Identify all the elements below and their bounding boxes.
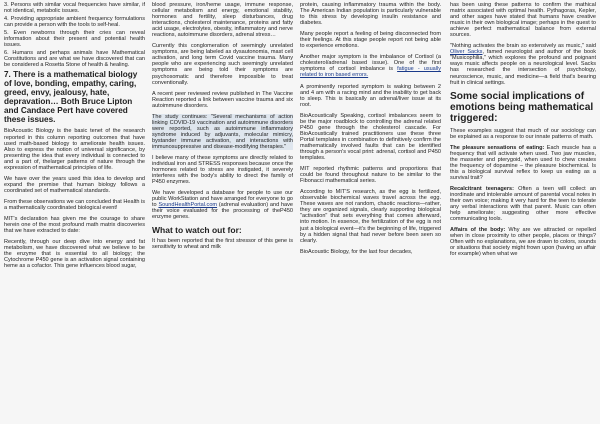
fatigue-link[interactable]: fatigue - usually related to iron based errors. [300, 66, 441, 79]
paragraph-label: Recalcitrant teenagers: [450, 185, 514, 192]
paragraph-text: Each muscle has a frequency that will activate when used. Two jaw muscles, the masseter and pterygoid, when used to chew creates the frequency of dopamine – the pleasure biochemical. Is this a biological survival reflex to keep us eating as a survival trait? [450, 144, 596, 181]
paragraph-text: , famed neurologist and author of the book "Musicophilia," which explores the profound and poignant ways music affects people on a neurological level. Sacks has researched the intersection of psychology, neuroscience, music, and medicine—a field that's bearing fruit in clinical settings. [450, 49, 596, 86]
list-item-4: 4. Providing appropriate ambient frequency formulations can provide a person with the tools to self-heal. [4, 16, 145, 29]
paragraph [450, 145, 596, 181]
paragraph-label: Affairs of the body: [450, 227, 506, 234]
paragraph: These examples suggest that much of our sociology can be explained as a response to our innate patterns of math. [450, 127, 596, 140]
list-item-7-highlight: 7. There is a mathematical biology of love, bonding, empathy, caring, greed, envy, jealousy, hate, depravation… Both Bruce Lipton and Candace Pert have covered these issues. [4, 70, 138, 125]
oliver-sacks-link[interactable]: Oliver Sacks [450, 49, 483, 56]
column-4 [450, 2, 596, 422]
paragraph: BioAcoustic Biology, for the last four decades, [300, 248, 413, 255]
paragraph: MIT reported rhythmic patterns and proportions that could be found throughout nature to be similar to the Fibonacci mathematical series. [300, 166, 441, 185]
paragraph: It has been reported that the first stressor of this gene is sensitivity to wheat and milk [152, 237, 293, 250]
paragraph: has been using these patterns to confirm the mathical matrix associated with optimal health. Pythagoras, Kepler, and other sages have stated that humans have creative music in their own biological image; perhaps in the quest to achieve perfect mathematical balance from external sources. [450, 2, 596, 39]
paragraph: MIT's declaration has given me the courage to share herein one of the most profound math matrix discoveries that we have extracted to date: [4, 216, 145, 235]
paragraph [450, 186, 596, 222]
paragraph: According to MIT'S research, as the egg is fertilized, observable biochemical waves travel across the egg. These waves are not random, chaotic reactions—rather, they are organized signals, clearly supporting biological "activation" that sets everything that comes afterward, into motion. In essence, the fertilization of the egg is not just a biological event—it's the beginning of life, triggered by a hidden signal that had never before been seen so clearly. [300, 189, 441, 244]
paragraph: A recent peer reviewed review published in The Vaccine Reaction reported a link between vaccine trauma and six autoimmune disorders. [152, 90, 293, 109]
paragraph: From these observations we can concluded that Health is a mathematically coordinated biological event! [4, 198, 145, 211]
paragraph: I believe many of these symptoms are directly related to individual iron and STRESS responses because once the hormones related to stress are instigated, it severely interferes with the body's ability to direct the family of P450 enzymes. [152, 155, 293, 186]
paragraph [300, 54, 441, 78]
sound-health-portal-link[interactable]: SoundHealthPortal.com [158, 202, 218, 209]
paragraph-label: The pleasure sensations of eating: [450, 144, 545, 151]
column-3 [300, 2, 441, 422]
paragraph: protein, causing inflammatory trauma within the body. The American Indian population is particularly vulnerable to this stress by developing insulin resistance and diabetes. [300, 2, 441, 27]
paragraph-text: Often a teen will collect an inordinate and intolerable amount of parental vocal notes in their own voice; making it very hard for the teen to tolerate any verbal interactions with that parent. Music can often help ameliorate; suggesting other more effective communicating tools. [450, 185, 596, 223]
paragraph: A prominently reported symptom is waking between 2 and 4 am with a racing mind and the inability to get back to sleep. This is basically an adrenal/liver issue at its root. [300, 83, 441, 108]
paragraph: We have over the years used this idea to develop and expand the premise that human biology follows a coordinated set of mathematical standards. [4, 175, 145, 194]
paragraph: Currently this conglomeration of seemingly unrelated symptoms, are being labeled as dysautonomia, mast cell activation, and long term Covid vaccine trauma. Many people who are experiencing such seemingly unrelated symptoms are being told their symptoms are psychosomatic and therefore impossible to treat conventionally. [152, 43, 293, 86]
column-1 [4, 2, 145, 422]
paragraph [450, 227, 596, 257]
list-item-5: 5. Even newborns through their cries can reveal information about their present and potential health issues. [4, 30, 145, 49]
paragraph: blood pressure, iron/heme usage, immune response, cellular metabolism and energy, emotional stability, hormones and fertility, sleep disturbances, drug interactions, cholesterol maintenance, proteins and fatty acid usage, electrolytes, obesity, inflammatory and nerve reactions, autoimmune disorders, adrenal stress… [152, 2, 293, 39]
list-item-6: 6. Humans and perhaps animals have Mathematical Constitutions and are what we have discovered that can be considered a Rosetta Stone of health & healing. [4, 50, 145, 69]
paragraph [152, 190, 293, 220]
paragraph-text: Another major symptom is the imbalance of Cortisol (a cholesterol/adrenal based issue). One of the first symptoms of cortisol imbalance is [300, 54, 441, 73]
paragraph [450, 43, 596, 85]
paragraph: BioAcoustic Biology is the basic tenet of the research reported in this column reporting outcomes that have used math-based biology to ameliorate health issues. Also to express the notion of universal significance, by presenting the idea that every individual is connected to and a part of, thelarger patterns of nature through the expression of mathematical principles of life. [4, 128, 145, 171]
paragraph: Recently, through our deep dive into energy and fat metabolism, we have discovered what we believe to be the enzyme that is essential to all biology; the Cytochrome P450 gene is an activation signal containing heme as a cofactor. This gene influences blood sugar, [4, 239, 145, 270]
section-heading: Some social implications of emotions being mathematical triggered: [450, 90, 594, 124]
paragraph-text: (adrenal evaluation) and have their voice evaluated for the processing of theP450 enzyme genes. [152, 202, 293, 221]
paragraph: BioAcoustically Speaking, cortisol imbalances seem to be the major roadblock to controlling the adrenal related P450 gene through the cholesterol cascade. For BioAcoustically trained practitioners use these three Portal templates in combination to definitively confirm the mathematically involved faults that can be identified through a person's vocal print: adrenal, cortisol and P450 templates. [300, 112, 441, 162]
paragraph-text: We have developed a database for people to use our public WorkStation and have arranged for everyone to go to [152, 190, 293, 209]
paragraph: Many people report a feeling of being disconnected from their feelings. At this stage people report not being able to experience emotions. [300, 31, 441, 50]
quoted-study: The study continues: "Several mechanisms of action linking COVID-19 vaccination and autoimmune disorders were reported, such as autoimmune inflammatory syndrome induced by adjuvants, molecular mimicry, bystander immune activation, and interactions with immunosuppressive and disease-modifying therapies." [152, 113, 293, 150]
list-item-3: 3. Persons with similar vocal frequencies have similar, if not identical, metabolic issues. [4, 2, 145, 15]
paragraph-text: "Nothing activates the brain so extensively as music," said [450, 43, 596, 50]
column-2 [152, 2, 293, 422]
paragraph-text: Why are we attracted or repelled when in close proximity to other people, places or things? Often with no explanations, we are drawn to colors, sounds or situations that society might frown upon (having an affair for example) when what we [450, 227, 596, 258]
section-heading: What to watch out for: [152, 224, 242, 235]
